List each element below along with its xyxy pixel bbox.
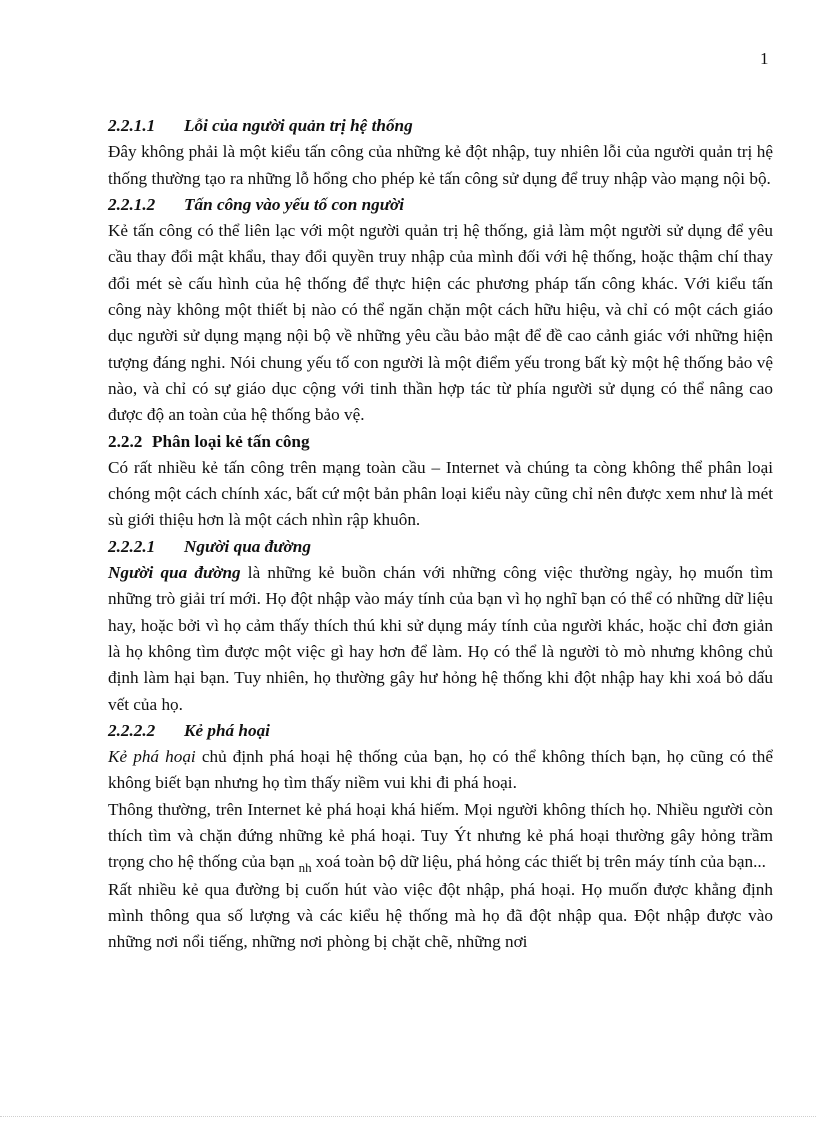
section-title: Kẻ phá hoại [184,720,270,740]
heading-2-2-2 [108,429,773,455]
section-title: Tấn công vào yếu tố con người [184,194,405,214]
section-title: Phân loại kẻ tấn công [152,431,310,451]
page-number: 1 [760,49,769,68]
paragraph [108,744,773,797]
paragraph: Rất nhiều kẻ qua đường bị cuốn hút vào việc đột nhập, phá hoại. Họ muốn được khẳng định mình thông qua số lượng và các kiểu hệ thống mà họ đã đột nhập qua. Đột nhập được vào những nơi nổi tiếng, những nơi phòng bị chặt chẽ, những nơi [108,879,773,952]
paragraph-text: Thông thường, trên Internet kẻ phá hoại khá hiếm. Mọi người không thích họ. Nhiều người còn thích tìm và chặn đứng những kẻ phá hoại. Tuy Ýt nhưng kẻ phá hoại thường gây hỏng trầm trọng cho hệ thống của bạn [108,799,773,872]
paragraph-text: xoá toàn bộ dữ liệu, phá hỏng các thiết bị trên máy tính của bạn... [315,852,766,872]
heading-2-2-2-1 [108,534,773,560]
subscript-text: nh [298,860,312,876]
section-number: 2.2.1.1 [108,116,156,135]
section-number: 2.2.2 [108,431,143,451]
section-title: Người qua đường [184,536,311,556]
paragraph: Kẻ tấn công có thể liên lạc với một người quản trị hệ thống, giả làm một người sử dụng để yêu cầu thay đổi mật khẩu, thay đổi quyền truy nhập của mình đối với hệ thống, hoặc thậm chí thay đổi mét sè cấu hình của hệ thống để thực hiện các phương pháp tấn công khác. Với kiểu tấn công này không một thiết bị nào có thể ngăn chặn một cách hữu hiệu, và chỉ có một cách giáo dục người sử dụng mạng nội bộ về những yêu cầu bảo mật để đề cao cảnh giác với những hiện tượng đáng nghi. Nói chung yếu tố con người là một điểm yếu trong bất kỳ một hệ thống bảo vệ nào, và chỉ có sự giáo dục cộng với tinh thần hợp tác từ phía người sử dụng có thể nâng cao được độ an toàn của hệ thống bảo vệ. [108,221,773,425]
section-title: Lỗi của người quản trị hệ thống [184,116,413,135]
paragraph-text: là những kẻ buồn chán với những công việc thường ngày, họ muốn tìm những trò giải trí mới. Họ đột nhập vào máy tính của bạn vì họ nghĩ bạn có thể có những dữ liệu hay, hoặc bởi vì họ cảm thấy thích thú khi sử dụng máy tính của người khác, hoặc chỉ đơn giản là họ không tìm được một việc gì hay hơn để làm. Họ có thể là người tò mò nhưng không chủ định làm hại bạn. Tuy nhiên, họ thường gây hư hỏng hệ thống khi đột nhập hay khi xoá bỏ dấu vết của họ. [108,563,773,714]
document-body [108,113,773,956]
section-number: 2.2.1.2 [108,194,156,214]
paragraph [108,560,773,718]
heading-2-2-2-2 [108,718,773,744]
paragraph [108,797,773,877]
lead-term: Người qua đường [108,563,241,583]
paragraph: Đây không phải là một kiểu tấn công của những kẻ đột nhập, tuy nhiên lỗi của người quản trị hệ thống thường tạo ra những lỗ hổng cho phép kẻ tấn công sử dụng để truy nhập vào mạng nội bộ. [108,142,773,188]
heading-2-2-1-2 [108,192,773,218]
section-number: 2.2.2.2 [108,720,156,740]
heading-2-2-1-1 [108,113,773,139]
paragraph: Có rất nhiều kẻ tấn công trên mạng toàn cầu – Internet và chúng ta còng không thể phân loại chóng một cách chính xác, bất cứ một bản phân loại kiểu này cũng chỉ nên được xem như là mét sù giới thiệu hơn là một cách nhìn rập khuôn. [108,457,773,530]
lead-term: Kẻ phá hoại [108,747,196,767]
page-bottom-divider [0,1116,816,1117]
section-number: 2.2.2.1 [108,536,156,556]
paragraph-text: chủ định phá hoại hệ thống của bạn, họ có thể không thích bạn, họ cũng có thể không biết bạn nhưng họ tìm thấy niềm vui khi đi phá hoại. [108,747,773,793]
